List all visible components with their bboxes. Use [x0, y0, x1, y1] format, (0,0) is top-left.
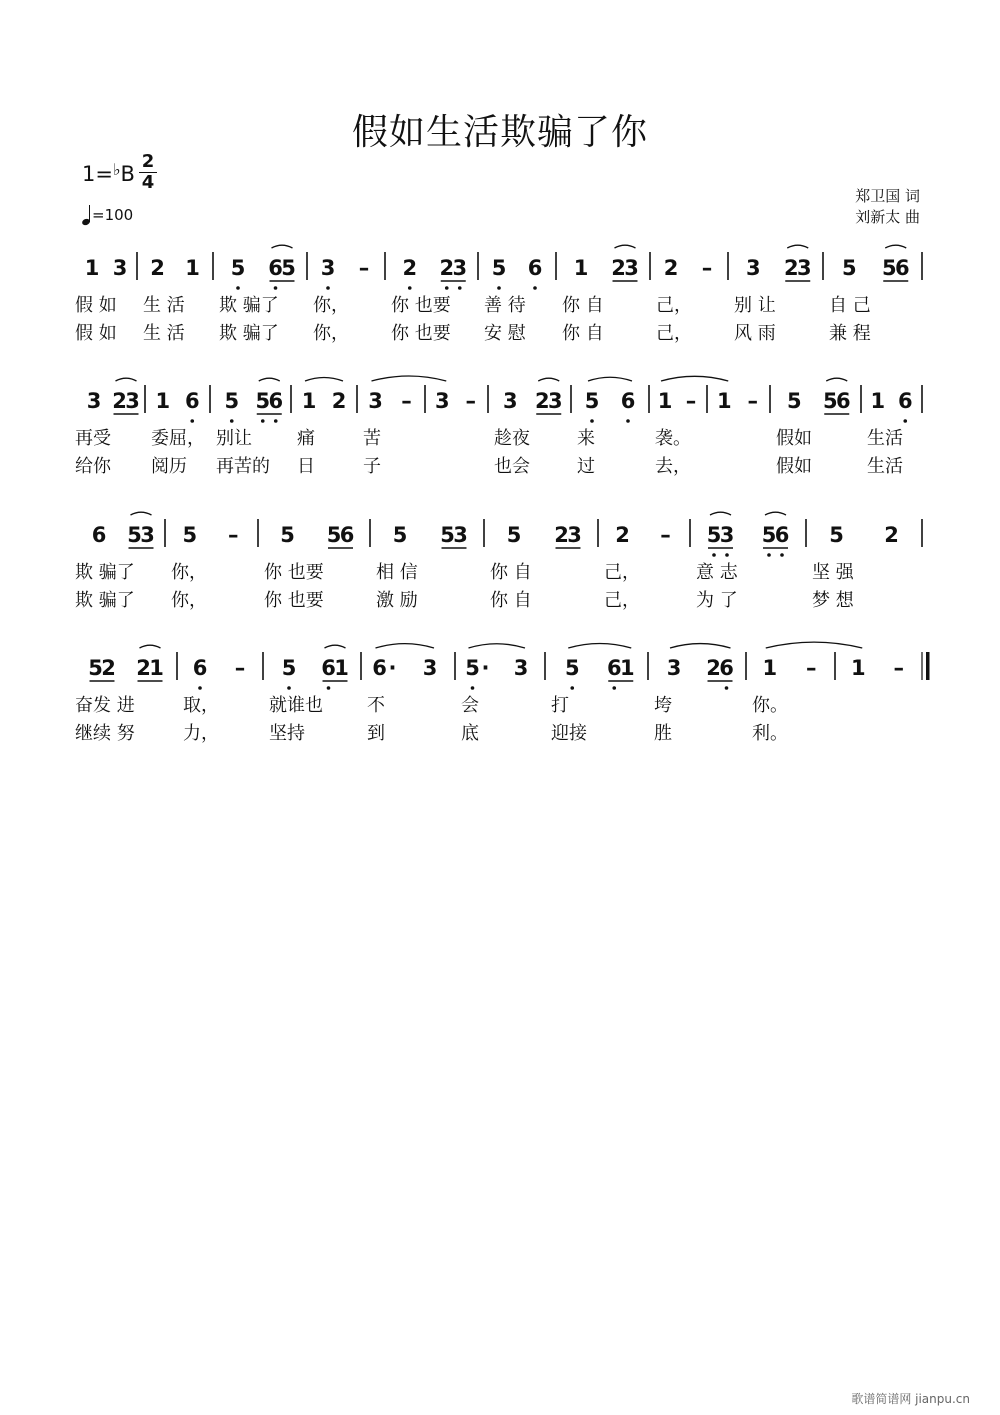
low-octave-dot [230, 419, 234, 423]
lyric-1: 别让 [216, 428, 252, 449]
note-digit: 5 [88, 656, 103, 680]
note-digit: – [234, 656, 246, 680]
lyric-2: 为 了 [696, 590, 738, 611]
note-digit: 5 [281, 256, 296, 280]
low-octave-dot [590, 419, 594, 423]
lyric-1: 来 [577, 428, 595, 449]
note-digit: 6 [321, 656, 336, 680]
note-digit: 2 [101, 656, 116, 680]
low-octave-dot [725, 553, 729, 557]
slur-arc [376, 644, 435, 648]
lyric-2: 胜 [654, 723, 672, 744]
note-digit: 1 [762, 656, 778, 680]
lyric-1: 打 [551, 695, 569, 716]
lyric-2: 去， [655, 456, 691, 477]
note-digit: 6 [897, 389, 913, 413]
low-octave-dot [767, 553, 771, 557]
note-digit: 6 [606, 656, 622, 680]
note-digit: 2 [112, 389, 127, 413]
low-octave-dot [570, 686, 574, 690]
note-digit: 2 [706, 656, 721, 680]
lyric-1: 会 [461, 695, 479, 716]
note-digit: 2 [331, 389, 347, 413]
note-digit: · [481, 656, 490, 680]
low-octave-dot [712, 553, 716, 557]
note-digit: 2 [402, 256, 418, 280]
lyric-2: 安 慰 [484, 323, 526, 344]
note-digit: 5 [392, 523, 408, 547]
tempo-marking [82, 205, 133, 225]
note-digit: 1 [334, 656, 349, 680]
key-signature [82, 160, 135, 186]
lyric-2: 欺 骗了 [219, 323, 279, 344]
slur-arc [272, 245, 293, 248]
note-digit: 6 [372, 656, 387, 680]
slur-arc [766, 642, 863, 648]
lyric-2: 继续 努 [75, 723, 135, 744]
lyric-2: 己， [656, 323, 692, 344]
lyric-2: 梦 想 [812, 590, 854, 611]
note-digit: 1 [84, 256, 100, 280]
note-digit: 6 [268, 256, 283, 280]
lyric-2: 利。 [752, 723, 788, 744]
note-digit: 5 [280, 523, 295, 547]
low-octave-dot [725, 686, 729, 690]
note-digit: 2 [136, 656, 151, 680]
lyric-1: 你， [313, 295, 349, 316]
lyric-1: 生 活 [143, 295, 185, 316]
note-digit: 6 [339, 523, 355, 547]
slur-arc [826, 378, 847, 381]
lyric-2: 子 [363, 456, 381, 477]
lyric-1: 己， [656, 295, 692, 316]
lyric-1: 不 [367, 695, 385, 716]
note-digit: 5 [224, 389, 240, 413]
note-digit: 3 [547, 389, 563, 413]
slur-arc [469, 644, 526, 648]
lyric-1: 别 让 [734, 295, 776, 316]
lyric-2: 过 [577, 456, 595, 477]
note-digit: 2 [439, 256, 455, 280]
note-digit: – [893, 656, 904, 680]
low-octave-dot [497, 286, 501, 290]
lyric-2: 再苦的 [216, 456, 270, 477]
lyric-1: 你 自 [490, 562, 532, 583]
lyric-1: 你 自 [562, 295, 604, 316]
lyric-2: 阅历 [151, 456, 187, 477]
note-digit: 1 [149, 656, 164, 680]
note-digit: 5 [881, 256, 897, 280]
lyric-2: 你 自 [562, 323, 604, 344]
flat-icon: ♭ [112, 160, 121, 179]
slur-arc [765, 512, 786, 515]
note-digit: · [388, 656, 397, 680]
lyric-2: 力， [183, 723, 219, 744]
note-digit: 3 [719, 523, 735, 547]
note-digit: 2 [150, 256, 165, 280]
note-digit: – [806, 656, 817, 680]
time-signature [138, 152, 158, 193]
composer-credit: 刘新太 曲 [855, 208, 920, 226]
lyric-2: 日 [297, 456, 315, 477]
note-digit: 5 [564, 656, 580, 680]
note-digit: 5 [491, 256, 507, 280]
lyric-2: 生活 [867, 456, 903, 477]
note-digit: – [401, 389, 412, 413]
lyric-2: 你 也要 [264, 590, 324, 611]
lyric-2: 你， [313, 323, 349, 344]
note-digit: 5 [584, 389, 600, 413]
low-octave-dot [408, 286, 412, 290]
slur-arc [538, 378, 559, 381]
low-octave-dot [261, 419, 265, 423]
note-digit: 6 [620, 389, 636, 413]
time-signature-top: 2 [141, 151, 155, 172]
lyric-2: 欺 骗了 [75, 590, 135, 611]
lyric-1: 痛 [297, 428, 315, 449]
lyric-1: 再受 [75, 428, 111, 449]
key-note: B [120, 162, 135, 186]
low-octave-dot [274, 286, 278, 290]
lyric-1: 垮 [654, 695, 672, 716]
low-octave-dot [533, 286, 537, 290]
note-digit: – [660, 523, 671, 547]
lyric-1: 奋发 进 [75, 695, 135, 716]
note-digit: 1 [716, 389, 732, 413]
lyric-1: 欺 骗了 [219, 295, 279, 316]
slur-arc [116, 378, 137, 381]
note-digit: 1 [185, 256, 200, 280]
lyric-1: 善 待 [484, 295, 526, 316]
low-octave-dot [326, 286, 330, 290]
slur-arc [588, 377, 632, 381]
low-octave-dot [190, 419, 194, 423]
site-watermark: 歌谱简谱网 jianpu.cn [851, 1392, 970, 1406]
low-octave-dot [198, 686, 202, 690]
low-octave-dot [612, 686, 616, 690]
note-digit: 2 [884, 523, 899, 547]
note-digit: – [465, 389, 476, 413]
low-octave-dot [458, 286, 462, 290]
note-digit: 3 [434, 389, 450, 413]
lyric-2: 生 活 [143, 323, 185, 344]
note-digit: 6 [719, 656, 734, 680]
lyric-2: 兼 程 [829, 323, 871, 344]
low-octave-dot [903, 419, 907, 423]
note-digit: 1 [301, 389, 317, 413]
note-digit: 6 [192, 656, 208, 680]
lyric-1: 你， [171, 562, 207, 583]
note-digit: 3 [513, 656, 529, 680]
note-digit: 2 [611, 256, 626, 280]
lyric-1: 假如 [776, 428, 812, 449]
lyric-1: 相 信 [376, 562, 418, 583]
slur-arc [568, 643, 631, 648]
lyric-2: 风 雨 [734, 323, 776, 344]
low-octave-dot [287, 686, 291, 690]
note-digit: 6 [894, 256, 910, 280]
lyric-1: 袭。 [655, 428, 691, 449]
note-digit: 3 [320, 256, 336, 280]
note-digit: 3 [140, 523, 155, 547]
slur-arc [325, 645, 346, 648]
low-octave-dot [471, 686, 475, 690]
note-digit: 5 [440, 523, 455, 547]
note-digit: – [228, 523, 239, 547]
slur-arc [885, 245, 906, 248]
lyric-1: 己， [604, 562, 640, 583]
lyric-1: 你。 [752, 695, 788, 716]
note-digit: 3 [422, 656, 438, 680]
note-digit: 5 [829, 523, 844, 547]
low-octave-dot [274, 419, 278, 423]
low-octave-dot [626, 419, 630, 423]
note-digit: 6 [774, 523, 790, 547]
note-digit: 6 [184, 389, 200, 413]
lyric-2: 也会 [494, 456, 530, 477]
lyric-1: 委屈， [151, 428, 205, 449]
lyric-1: 意 志 [696, 562, 738, 583]
note-digit: 3 [502, 389, 518, 413]
note-digit: 1 [657, 389, 673, 413]
note-digit: 3 [745, 256, 761, 280]
note-digit: 1 [850, 656, 866, 680]
note-digit: 2 [783, 256, 799, 280]
tempo-value: =100 [92, 206, 134, 224]
note-digit: 3 [567, 523, 582, 547]
lyric-2: 你 也要 [391, 323, 451, 344]
note-digit: – [358, 256, 370, 280]
note-digit: 3 [453, 523, 468, 547]
low-octave-dot [327, 686, 331, 690]
time-signature-bottom: 4 [141, 172, 155, 193]
note-digit: 5 [841, 256, 857, 280]
note-digit: 2 [615, 523, 630, 547]
lyric-1: 欺 骗了 [75, 562, 135, 583]
note-digit: 3 [624, 256, 639, 280]
note-digit: 2 [554, 523, 569, 547]
note-digit: 5 [465, 656, 480, 680]
note-digit: 5 [127, 523, 142, 547]
note-digit: 5 [706, 523, 722, 547]
lyric-1: 假 如 [75, 295, 117, 316]
lyric-1: 就谁也 [269, 695, 323, 716]
lyric-1: 坚 强 [812, 562, 854, 583]
lyricist-credit: 郑卫国 词 [855, 187, 920, 205]
slur-arc [710, 512, 731, 515]
note-digit: 5 [761, 523, 777, 547]
note-digit: 3 [125, 389, 140, 413]
note-digit: 2 [534, 389, 550, 413]
lyric-1: 取， [183, 695, 219, 716]
lyric-2: 你， [171, 590, 207, 611]
note-digit: 5 [230, 256, 246, 280]
lyric-1: 趁夜 [494, 428, 530, 449]
note-digit: 1 [573, 256, 589, 280]
song-title: 假如生活欺骗了你 [351, 112, 648, 153]
lyric-1: 你 也要 [264, 562, 324, 583]
slur-arc [787, 245, 808, 248]
lyric-1: 你 也要 [391, 295, 451, 316]
note-digit: 5 [255, 389, 271, 413]
lyric-2: 底 [461, 723, 479, 744]
quarter-note-icon [82, 205, 92, 225]
slur-arc [670, 644, 731, 648]
slur-arc [140, 645, 161, 648]
slur-arc [661, 376, 728, 381]
lyric-2: 迎接 [551, 723, 587, 744]
lyric-1: 自 己 [829, 295, 871, 316]
lyric-2: 己， [604, 590, 640, 611]
lyric-2: 你 自 [490, 590, 532, 611]
lyric-2: 坚持 [269, 723, 305, 744]
note-digit: 3 [86, 389, 102, 413]
lyric-2: 激 励 [376, 590, 418, 611]
slur-arc [615, 245, 636, 248]
lyric-1: 苦 [363, 428, 381, 449]
credits [855, 186, 920, 228]
note-digit: 6 [268, 389, 284, 413]
note-digit: 6 [527, 256, 543, 280]
note-digit: 1 [155, 389, 171, 413]
note-digit: 3 [112, 256, 128, 280]
note-digit: 2 [663, 256, 679, 280]
note-digit: 5 [281, 656, 297, 680]
note-digit: 3 [666, 656, 682, 680]
lyric-1: 生活 [867, 428, 903, 449]
note-digit: – [685, 389, 697, 413]
slur-arc [259, 378, 280, 381]
note-digit: 3 [368, 389, 383, 413]
low-octave-dot [445, 286, 449, 290]
note-digit: 5 [822, 389, 838, 413]
slur-arc [305, 377, 343, 381]
low-octave-dot [780, 553, 784, 557]
note-digit: 1 [619, 656, 635, 680]
final-bar-line [926, 652, 930, 680]
slur-arc [131, 512, 152, 515]
note-digit: 5 [326, 523, 342, 547]
note-digit: – [701, 256, 713, 280]
lyric-2: 假 如 [75, 323, 117, 344]
note-digit: 6 [835, 389, 851, 413]
note-digit: 3 [452, 256, 468, 280]
key-prefix: 1= [82, 162, 113, 186]
note-digit: 5 [506, 523, 522, 547]
note-digit: 1 [870, 389, 886, 413]
note-digit: 6 [91, 523, 107, 547]
note-digit: 5 [786, 389, 802, 413]
lyric-2: 到 [367, 723, 385, 744]
note-digit: – [747, 389, 758, 413]
lyric-2: 给你 [75, 456, 111, 477]
note-digit: 3 [796, 256, 812, 280]
low-octave-dot [236, 286, 240, 290]
lyric-2: 假如 [776, 456, 812, 477]
note-digit: 5 [182, 523, 198, 547]
slur-arc [372, 376, 447, 381]
